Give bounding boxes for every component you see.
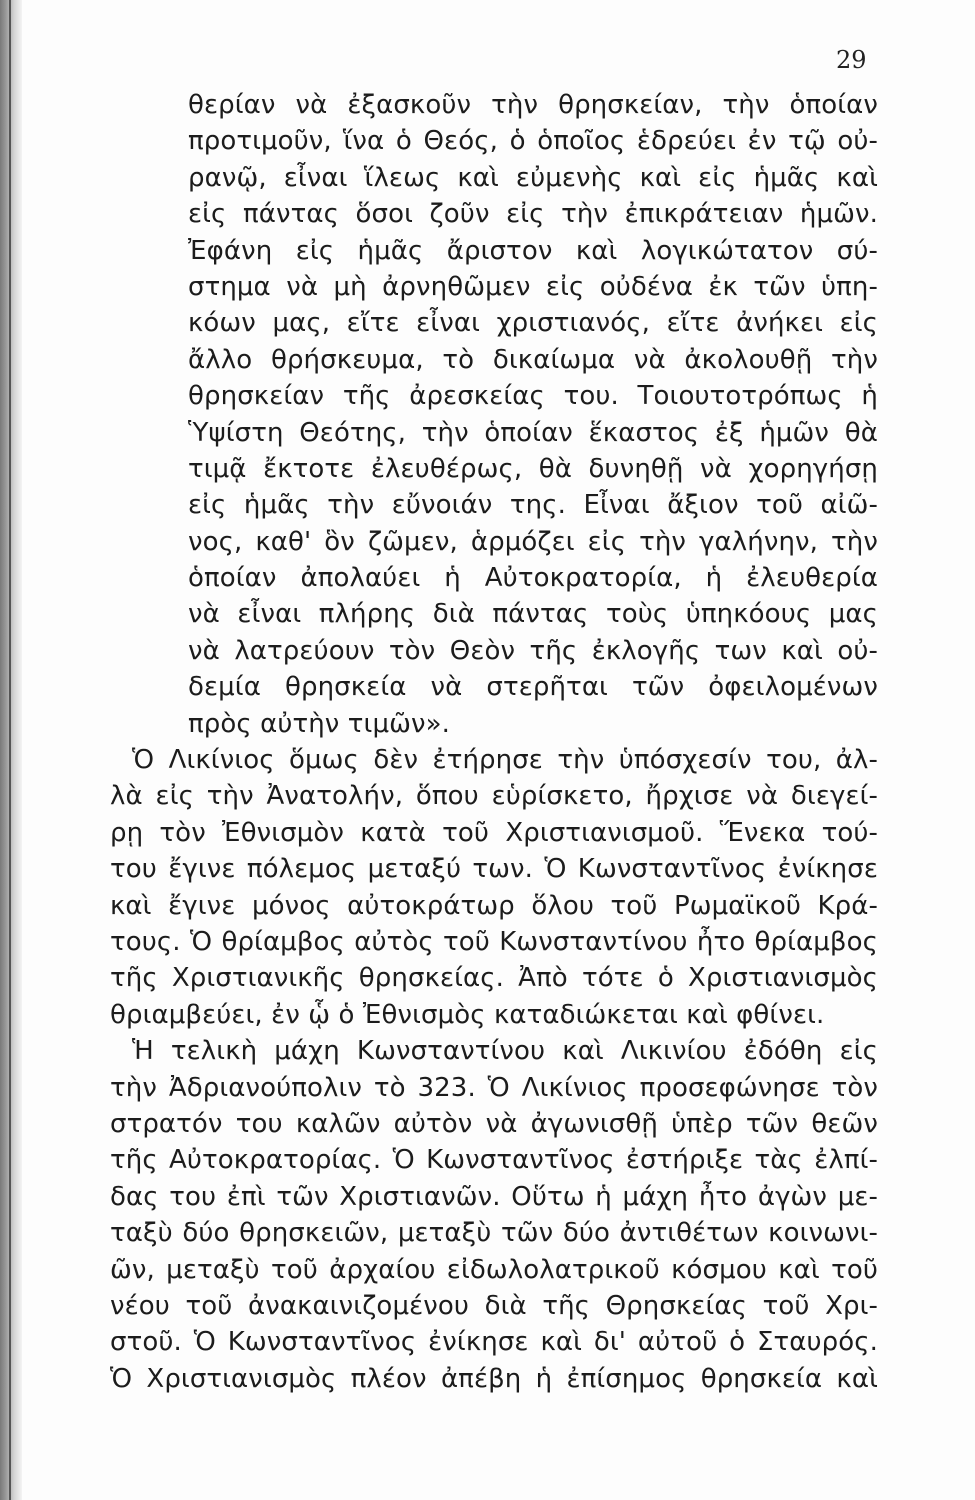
text-line: τῆς Αὐτοκρατορίας. Ὁ Κωνσταντῖνος ἐστήριξε τὰς ἐλπί- [110, 1145, 878, 1176]
text-line: ἄλλο θρήσκευμα, τὸ δικαίωμα νὰ ἀκολουθῇ τὴν [188, 344, 878, 375]
text-line: του ἔγινε πόλεμος μεταξύ των. Ὁ Κωνσταντῖνος ἐνίκησε [110, 854, 878, 885]
text-line: τους. Ὁ θρίαμβος αὐτὸς τοῦ Κωνσταντίνου ἦτο θρίαμβος [110, 926, 878, 957]
text-line: Ὑψίστη Θεότης, τὴν ὁποίαν ἕκαστος ἐξ ἡμῶν θὰ [188, 417, 878, 448]
text-line: νος, καθ' ὃν ζῶμεν, ἁρμόζει εἰς τὴν γαλήνην, τὴν [188, 526, 878, 557]
text-line: προτιμοῦν, ἵνα ὁ Θεός, ὁ ὁποῖος ἑδρεύει ἐν τῷ οὐ- [188, 126, 878, 157]
text-line: θριαμβεύει, ἐν ᾧ ὁ Ἐθνισμὸς καταδιώκεται καὶ φθίνει. [110, 999, 825, 1030]
text-line: ταξὺ δύο θρησκειῶν, μεταξὺ τῶν δύο ἀντιθέτων κοινωνι- [110, 1218, 878, 1249]
text-line: εἰς πάντας ὅσοι ζοῦν εἰς τὴν ἐπικράτειαν ἡμῶν. [188, 199, 878, 230]
text-line: κόων μας, εἴτε εἶναι χριστιανός, εἴτε ἀνήκει εἰς [188, 308, 878, 339]
text-line: νὰ λατρεύουν τὸν Θεὸν τῆς ἐκλογῆς των καὶ οὐ- [188, 635, 878, 666]
text-line: θρησκείαν τῆς ἀρεσκείας του. Τοιουτοτρόπως ἡ [188, 381, 878, 412]
text-line: λὰ εἰς τὴν Ἀνατολήν, ὅπου εὑρίσκετο, ἤρχισε νὰ διεγεί- [110, 781, 878, 812]
text-line: δας του ἐπὶ τῶν Χριστιανῶν. Οὕτω ἡ μάχη ἦτο ἀγὼν με- [110, 1181, 878, 1212]
text-line: ρῃ τὸν Ἐθνισμὸν κατὰ τοῦ Χριστιανισμοῦ. Ἕνεκα τού- [110, 817, 878, 848]
text-line: στρατόν του καλῶν αὐτὸν νὰ ἀγωνισθῇ ὑπὲρ τῶν θεῶν [110, 1108, 878, 1139]
text-line: στημα νὰ μὴ ἀρνηθῶμεν εἰς οὐδένα ἐκ τῶν ὑπη- [188, 271, 878, 302]
text-line: ρανῷ, εἶναι ἵλεως καὶ εὐμενὴς καὶ εἰς ἡμᾶς καὶ [188, 162, 878, 193]
text-line: τῆς Χριστιανικῆς θρησκείας. Ἀπὸ τότε ὁ Χριστιανισμὸς [110, 963, 878, 994]
text-line: Ὁ Λικίνιος ὅμως δὲν ἐτήρησε τὴν ὑπόσχεσίν του, ἀλ- [132, 745, 878, 776]
text-line: θερίαν νὰ ἐξασκοῦν τὴν θρησκείαν, τὴν ὁποίαν [188, 90, 878, 120]
text-line: νὰ εἶναι πλήρης διὰ πάντας τοὺς ὑπηκόους μας [188, 599, 878, 630]
text-line: στοῦ. Ὁ Κωνσταντῖνος ἐνίκησε καὶ δι' αὐτοῦ ὁ Σταυρός. [110, 1327, 878, 1358]
page-binding-shadow [0, 0, 22, 1500]
text-line: ῶν, μεταξὺ τοῦ ἀρχαίου εἰδωλολατρικοῦ κόσμου καὶ τοῦ [110, 1254, 878, 1285]
text-line: Ὁ Χριστιανισμὸς πλέον ἀπέβη ἡ ἐπίσημος θρησκεία καὶ [110, 1363, 878, 1394]
text-line: πρὸς αὐτὴν τιμῶν». [188, 708, 450, 739]
text-line: Ἡ τελικὴ μάχη Κωνσταντίνου καὶ Λικινίου ἐδόθη εἰς [132, 1036, 878, 1067]
text-line: καὶ ἔγινε μόνος αὐτοκράτωρ ὅλου τοῦ Ρωμαϊκοῦ Κρά- [110, 890, 878, 921]
body-text [110, 87, 878, 1397]
text-line: Ἐφάνη εἰς ἡμᾶς ἄριστον καὶ λογικώτατον σύ- [188, 235, 878, 266]
text-line: τὴν Ἀδριανούπολιν τὸ 323. Ὁ Λικίνιος προσεφώνησε τὸν [110, 1072, 878, 1103]
text-line: ὁποίαν ἀπολαύει ἡ Αὐτοκρατορία, ἡ ἐλευθερία [188, 563, 878, 594]
page-number: 29 [836, 46, 867, 74]
text-line: νέου τοῦ ἀνακαινιζομένου διὰ τῆς Θρησκείας τοῦ Χρι- [110, 1290, 878, 1321]
text-line: εἰς ἡμᾶς τὴν εὔνοιάν της. Εἶναι ἄξιον τοῦ αἰῶ- [188, 490, 878, 521]
text-line: δεμία θρησκεία νὰ στερῆται τῶν ὀφειλομένων [188, 672, 878, 703]
text-line: τιμᾷ ἔκτοτε ἐλευθέρως, θὰ δυνηθῇ νὰ χορηγήσῃ [188, 453, 878, 484]
binding-edge-line [9, 0, 11, 1500]
